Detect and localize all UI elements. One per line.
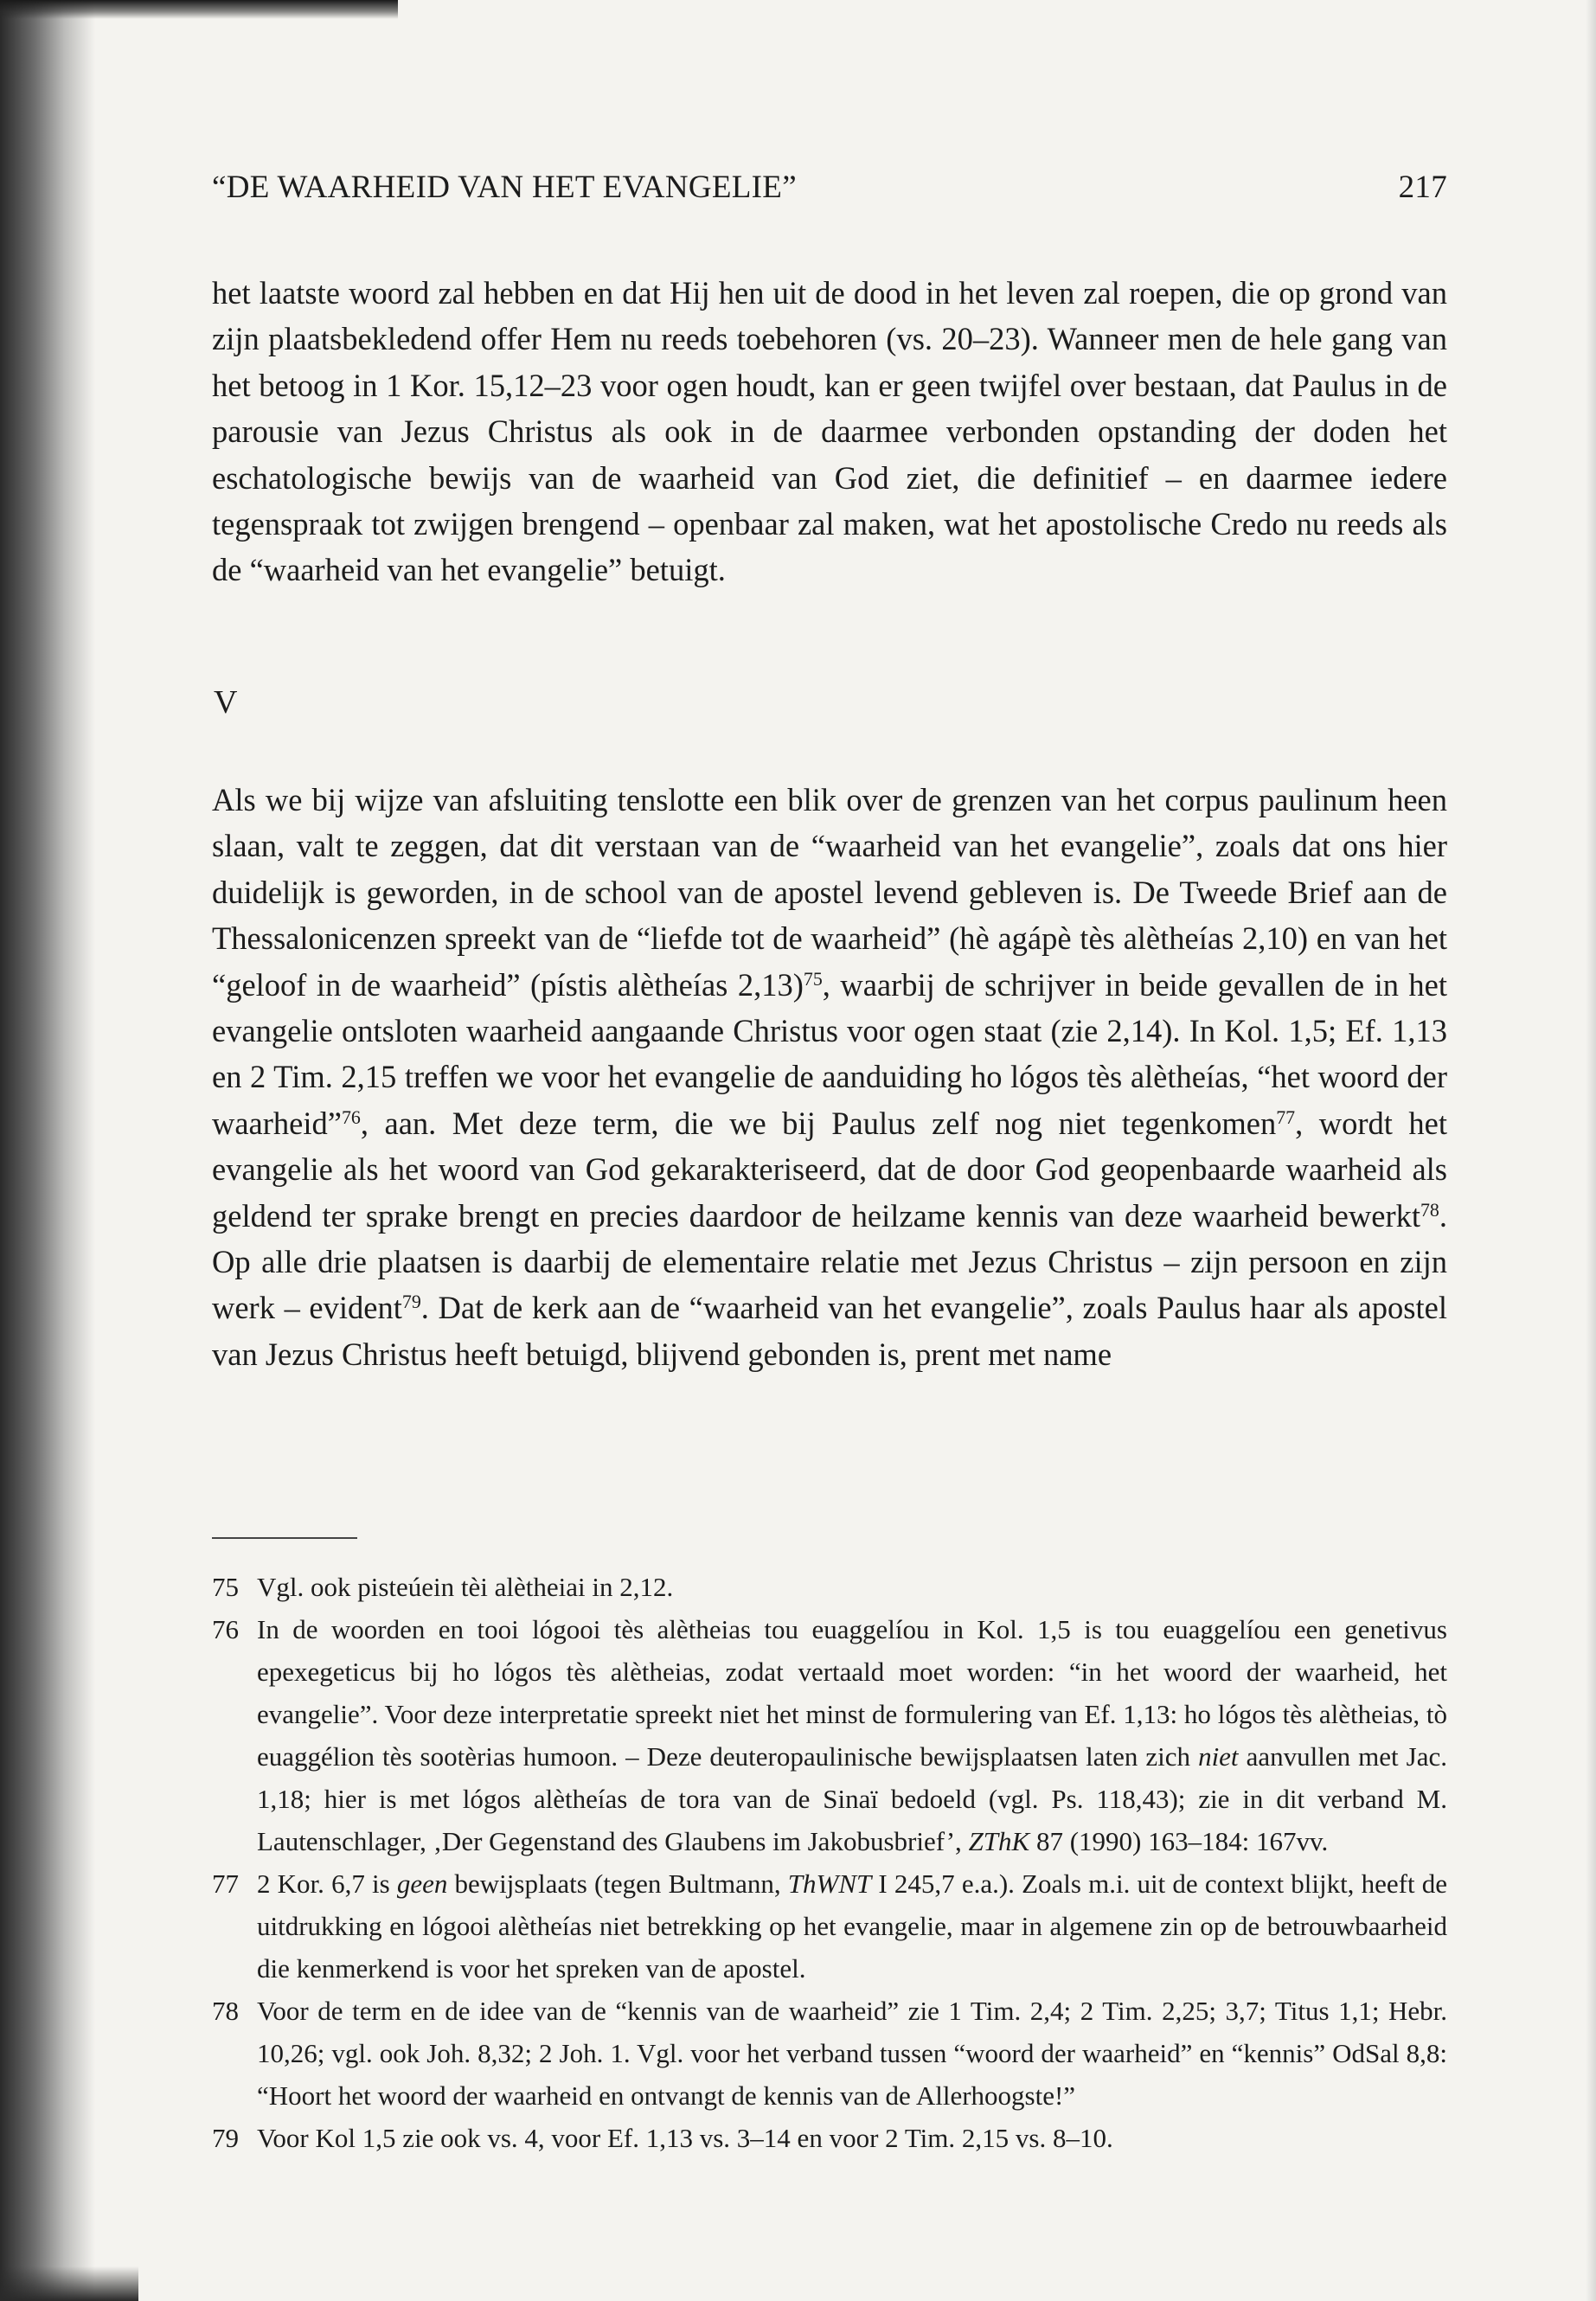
body-paragraph-2 [212,777,1447,1377]
footnote-number: 75 [212,1572,239,1602]
footnote-text: 2 Kor. 6,7 is [257,1868,397,1899]
footnote-text: I 245,7 e.a.). Zoals m.i. uit de context blijkt, heeft de uitdrukking en lógooi alètheías niet betrekking op het evangelie, maar in algemene zin op de betrouwbaarheid die kenmerkend is voor het spreken van de apostel. [257,1868,1447,1984]
footnote-ref-79: 79 [401,1291,421,1313]
scan-right-edge [1586,0,1596,2301]
footnote-76 [212,1608,1447,1862]
paragraph-2-text: , wordt het evangelie als het woord van God gekarakteriseerd, dat de door God geopenbaarde waarheid als geldend ter sprake brengt en precies daardoor de heilzame kennis van deze waarheid bewerkt [212,1105,1447,1234]
paragraph-2-text: , waarbij de schrijver in beide gevallen de in het evangelie ontsloten waarheid aangaande Christus voor ogen staat (zie 2,14). In Kol. 1,5; Ef. 1,13 en 2 Tim. 2,15 treffen we voor het evangelie de aanduiding ho lógos tès alètheías, “het woord der waarheid” [212,966,1447,1141]
paragraph-2-text: , aan. Met deze term, die we bij Paulus zelf nog niet tegenkomen [360,1105,1277,1141]
footnote-work: ThWNT [787,1868,872,1899]
running-title: “DE WAARHEID VAN HET EVANGELIE” [212,170,797,205]
footnote-ref-76: 76 [341,1106,361,1128]
section-heading: V [214,684,238,721]
footnote-journal: ZThK [968,1826,1030,1856]
paragraph-2-text: . Dat de kerk aan de “waarheid van het evangelie”, zoals Paulus haar als apostel van Jezus Christus heeft betuigd, blijvend gebonden is, prent met name [212,1290,1447,1372]
footnote-77 [212,1862,1447,1990]
footnote-number: 78 [212,1996,239,2026]
footnote-text: Voor Kol 1,5 zie ook vs. 4, voor Ef. 1,13 vs. 3–14 en voor 2 Tim. 2,15 vs. 8–10. [257,2123,1113,2153]
footnote-75 [212,1566,1447,1608]
footnote-ref-78: 78 [1420,1198,1439,1221]
paragraph-2-text: Als we bij wijze van afsluiting tenslotte een blik over de grenzen van het corpus paulinum heen slaan, valt te zeggen, dat dit verstaan van de “waarheid van het evangelie”, zoals dat ons hier duidelijk is geworden, in de school van de apostel levend gebleven is. De Tweede Brief aan de Thessalonicenzen spreekt van de “liefde tot de waarheid” (hè agápè tès alètheías 2,10) en van het “geloof in de waarheid” (pístis alètheías 2,13) [212,782,1447,1003]
page-number: 217 [1398,170,1447,205]
footnote-78 [212,1990,1447,2117]
footnote-number: 77 [212,1868,239,1899]
footnote-79 [212,2117,1447,2159]
footnote-emphasis: geen [396,1868,448,1899]
footnote-text: In de woorden en tooi lógooi tès alètheias tou euaggelíou in Kol. 1,5 is tou euaggelíou een genetivus epexegeticus bij ho lógos tès alètheias, zodat vertaald moet worden: “in het woord der waarheid, het evangelie”. Voor deze interpretatie spreekt niet het minst de formulering van Ef. 1,13: ho lógos tès alètheias, tò euaggélion tès sootèrias humoon. – Deze deuteropaulinische bewijsplaatsen laten zich [257,1614,1447,1772]
footnote-emphasis: niet [1198,1741,1239,1772]
scan-bottom-edge [0,2266,138,2301]
footnote-text: Voor de term en de idee van de “kennis van de waarheid” zie 1 Tim. 2,4; 2 Tim. 2,25; 3,7; Titus 1,1; Hebr. 10,26; vgl. ook Joh. 8,32; 2 Joh. 1. Vgl. voor het verband tussen “woord der waarheid” en “kennis” OdSal 8,8: “Hoort het woord der waarheid en ontvangt de kennis van de Allerhoogste!” [257,1996,1447,2111]
footnote-text: 87 (1990) 163–184: 167vv. [1029,1826,1329,1856]
body-paragraph-1: het laatste woord zal hebben en dat Hij hen uit de dood in het leven zal roepen, die op grond van zijn plaatsbekledend offer Hem nu reeds toebehoren (vs. 20–23). Wanneer men de hele gang van het betoog in 1 Kor. 15,12–23 voor ogen houdt, kan er geen twijfel over bestaan, dat Paulus in de parousie van Jezus Christus als ook in de daarmee verbonden opstanding der doden het eschatologische bewijs van de waarheid van God ziet, die definitief – en daarmee iedere tegenspraak tot zwijgen brengend – openbaar zal maken, wat het apostolische Credo nu reeds als de “waarheid van het evangelie” betuigt. [212,275,1447,588]
footnote-number: 79 [212,2123,239,2153]
footnote-text: Vgl. ook pisteúein tèi alètheiai in 2,12. [257,1572,674,1602]
footnote-ref-75: 75 [803,967,823,990]
footnote-separator [212,1537,357,1539]
paragraph-2-text: . Op alle drie plaatsen is daarbij de elementaire relatie met Jezus Christus – zijn persoon en zijn werk – evident [212,1197,1447,1326]
scan-top-edge [0,0,398,19]
footnote-ref-77: 77 [1276,1106,1296,1128]
footnote-text: bewijsplaats (tegen Bultmann, [447,1868,788,1899]
footnote-number: 76 [212,1614,239,1644]
footnotes [212,1566,1447,2159]
binding-shadow [0,0,95,2301]
footnote-text: aanvullen met Jac. 1,18; hier is met lógos alètheías de tora van de Sinaï bedoeld (vgl. Ps. 118,43); zie in dit verband M. Lautenschlager, ‚Der Gegenstand des Glaubens im Jakobusbrief’, [257,1741,1447,1856]
